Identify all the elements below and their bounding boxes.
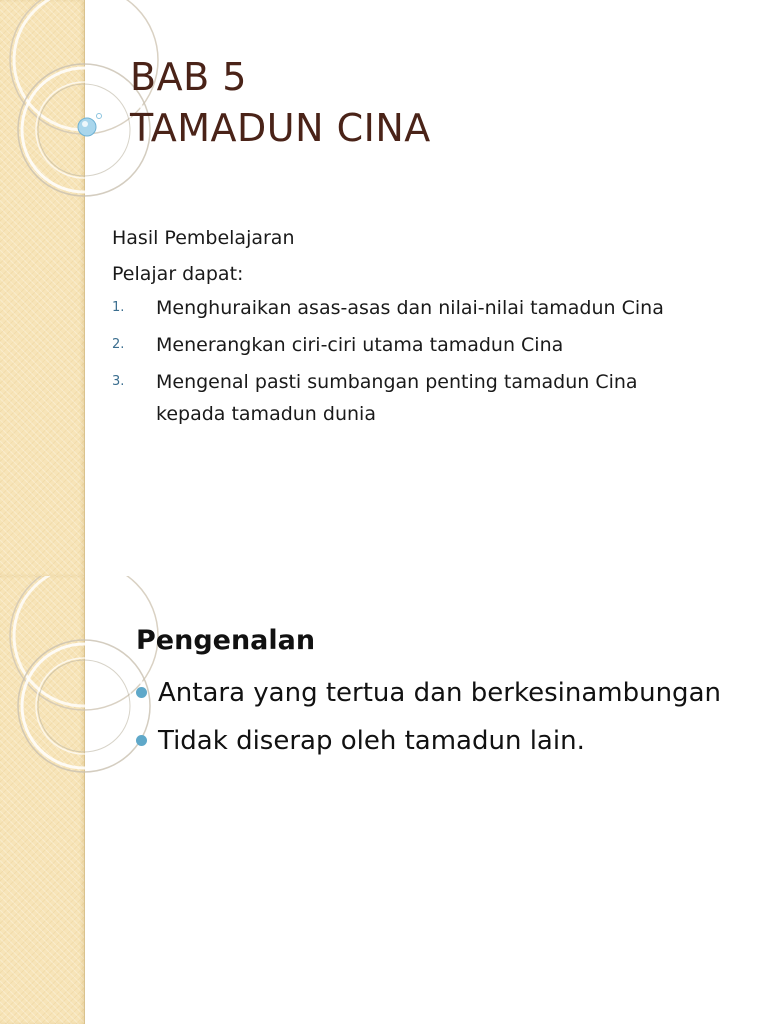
- list-item: [112, 292, 732, 324]
- list-item: [112, 329, 732, 361]
- objectives-list: [112, 292, 732, 430]
- bullet-dot-icon: [136, 687, 147, 698]
- title-line-1: BAB 5: [130, 55, 247, 99]
- list-number: 3.: [112, 374, 125, 389]
- learning-outcomes: [112, 220, 732, 435]
- list-item: [112, 366, 732, 430]
- section-heading: Pengenalan: [136, 625, 316, 656]
- decorative-side-strip: [0, 0, 85, 576]
- bullet-text: Antara yang tertua dan berkesinambungan: [158, 678, 721, 708]
- decorative-side-strip: [0, 576, 85, 1024]
- list-item: [136, 717, 756, 765]
- list-text: Menerangkan ciri-ciri utama tamadun Cina: [156, 334, 564, 356]
- bullet-list: [136, 669, 756, 765]
- list-text: Mengenal pasti sumbangan penting tamadun Cina kepada tamadun dunia: [156, 371, 638, 425]
- slide-2: [0, 576, 768, 1024]
- list-text: Menghuraikan asas-asas dan nilai-nilai tamadun Cina: [156, 297, 664, 319]
- outcomes-intro: Pelajar dapat:: [112, 263, 244, 285]
- introduction-section: [136, 619, 756, 765]
- title-line-2: TAMADUN CINA: [130, 106, 431, 150]
- slide-title: [130, 52, 431, 154]
- list-number: 1.: [112, 300, 125, 315]
- list-item: [136, 669, 756, 717]
- list-number: 2.: [112, 337, 125, 352]
- outcomes-heading: Hasil Pembelajaran: [112, 227, 295, 249]
- bullet-dot-icon: [136, 735, 147, 746]
- bullet-text: Tidak diserap oleh tamadun lain.: [158, 726, 585, 756]
